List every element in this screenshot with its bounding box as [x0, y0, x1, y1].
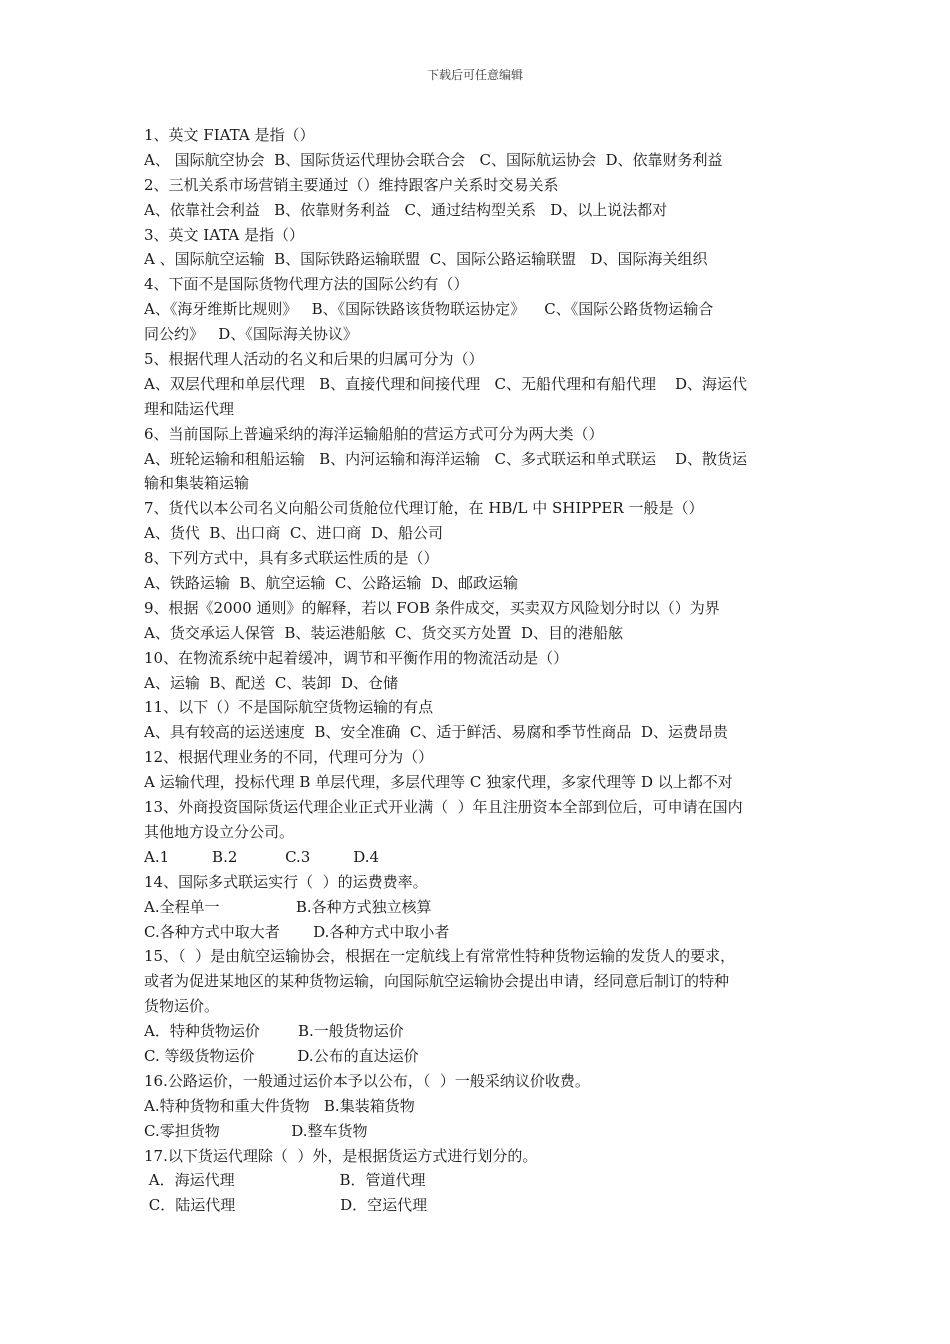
text-line: 4、下面不是国际货物代理方法的国际公约有（） [144, 275, 469, 294]
text-line: 8、下列方式中，具有多式联运性质的是（） [144, 549, 439, 568]
text-line: 9、根据《2000 通则》的解释，若以 FOB 条件成交，买卖双方风险划分时以（）为界 [144, 598, 720, 617]
text-line: A、运输 B、配送 C、装卸 D、仓储 [144, 673, 398, 692]
text-line: C.各种方式中取大者 D.各种方式中取小者 [144, 922, 450, 941]
text-line: A、《海牙维斯比规则》 B、《国际铁路该货物联运协定》 C、《国际公路货物运输合 [144, 300, 714, 319]
text-line: 理和陆运代理 [144, 399, 235, 418]
text-line: A、班轮运输和租船运输 B、内河运输和海洋运输 C、多式联运和单式联运 D、散货运 [144, 449, 748, 468]
text-line: 11、以下（）不是国际航空货物运输的有点 [144, 698, 434, 717]
text-line: 3、英文 IATA 是指（） [144, 225, 305, 244]
text-line: A.特种货物和重大件货物 B.集装箱货物 [144, 1096, 415, 1115]
text-line: A．特种货物运价 B.一般货物运价 [144, 1022, 404, 1041]
text-line: A、货代 B、出口商 C、进口商 D、船公司 [144, 524, 443, 543]
text-line: A.1 B.2 C.3 D.4 [144, 847, 380, 866]
text-line: 1、英文 FIATA 是指（） [144, 126, 315, 144]
question-list [144, 123, 810, 1218]
text-line: 5、根据代理人活动的名义和后果的归属可分为（） [144, 350, 484, 369]
text-line: C．陆运代理 D．空运代理 [144, 1196, 428, 1215]
text-line: 输和集装箱运输 [144, 474, 250, 493]
page-header: 下载后可任意编辑 [426, 68, 523, 82]
text-line: A．海运代理 B．管道代理 [144, 1171, 426, 1190]
text-line: A.全程单一 B.各种方式独立核算 [144, 897, 432, 916]
text-line: A、具有较高的运送速度 B、安全准确 C、适于鲜活、易腐和季节性商品 D、运费昂贵 [144, 723, 728, 742]
text-line: A、铁路运输 B、航空运输 C、公路运输 D、邮政运输 [144, 574, 518, 593]
text-line: A、 国际航空协会 B、国际货运代理协会联合会 C、国际航运协会 D、依靠财务利益 [144, 150, 723, 169]
text-line: A、双层代理和单层代理 B、直接代理和间接代理 C、无船代理和有船代理 D、海运代 [144, 374, 748, 393]
text-line: 15、（ ）是由航空运输协会，根据在一定航线上有常常性特种货物运输的发货人的要求， [144, 947, 736, 966]
text-line: C.零担货物 D.整车货物 [144, 1121, 368, 1140]
text-line: 7、货代以本公司名义向船公司货舱位代理订舱，在 HB/L 中 SHIPPER 一般是（） [144, 499, 704, 518]
text-line: 16.公路运价，一般通过运价本予以公布，（ ）一般采纳议价收费。 [144, 1071, 590, 1090]
text-line: 6、当前国际上普遍采纳的海洋运输船舶的营运方式可分为两大类（） [144, 424, 604, 443]
text-line: 或者为促进某地区的某种货物运输，向国际航空运输协会提出申请，经同意后制订的特种 [144, 972, 730, 991]
text-line: 2、三机关系市场营销主要通过（）维持跟客户关系时交易关系 [144, 175, 559, 194]
text-line: 10、在物流系统中起着缓冲，调节和平衡作用的物流活动是（） [144, 648, 569, 667]
text-line: 其他地方设立分公司。 [144, 822, 295, 841]
text-line: A 运输代理，投标代理 B 单层代理，多层代理等 C 独家代理，多家代理等 D 以上都不对 [144, 773, 733, 792]
text-line: 12、根据代理业务的不同，代理可分为（） [144, 748, 434, 767]
text-line: A 、国际航空运输 B、国际铁路运输联盟 C、国际公路运输联盟 D、国际海关组织 [144, 250, 708, 269]
text-line: 货物运价。 [144, 997, 220, 1016]
text-line: A、依靠社会利益 B、依靠财务利益 C、通过结构型关系 D、以上说法都对 [144, 200, 668, 219]
text-line: 17.以下货运代理除（ ）外，是根据货运方式进行划分的。 [144, 1146, 538, 1165]
text-line: A、货交承运人保管 B、装运港船舷 C、货交买方处置 D、目的港船舷 [144, 623, 623, 642]
text-line: 14、国际多式联运实行（ ）的运费费率。 [144, 872, 428, 891]
text-line: 同公约》 D、《国际海关协议》 [144, 325, 358, 344]
text-line: 13、外商投资国际货运代理企业正式开业满（ ）年且注册资本全部到位后，可申请在国内 [144, 798, 743, 817]
text-line: C. 等级货物运价 D.公布的直达运价 [144, 1046, 419, 1065]
